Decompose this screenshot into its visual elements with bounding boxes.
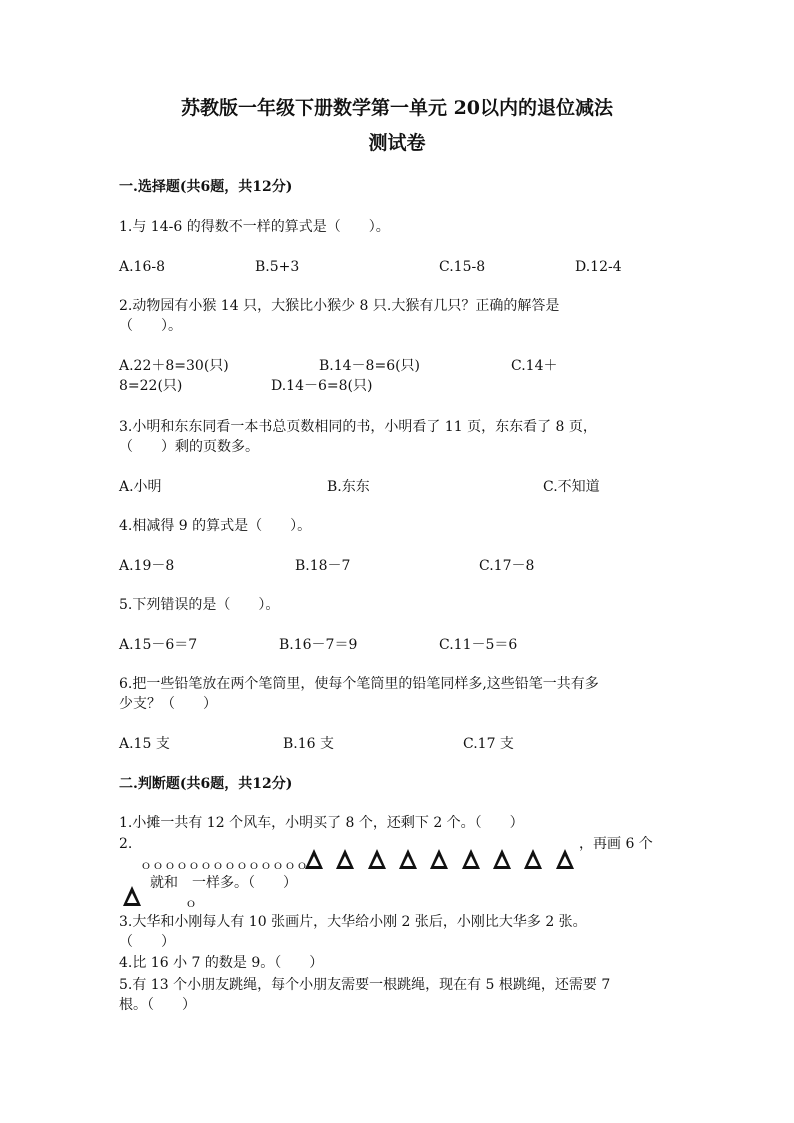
question-5-stem: 5.下列错误的是（ ）。	[119, 597, 280, 613]
q6-option-c: C.17 支	[463, 736, 514, 752]
question-6-stem: 6.把一些铅笔放在两个笔筒里，使每个笔筒里的铅笔同样多,这些铅笔一共有多	[119, 676, 599, 692]
q5-option-b: B.16－7＝9	[279, 637, 358, 653]
q2-option-a: A.22＋8=30(只)	[119, 358, 229, 374]
q1-option-d: D.12-4	[575, 259, 622, 275]
question-4-stem: 4.相减得 9 的算式是（ ）。	[119, 518, 312, 534]
q3-option-b: B.东东	[327, 479, 370, 495]
question-2-stem-cont: （ ）。	[119, 318, 182, 334]
judgment-4: 4.比 16 小 7 的数是 9。（ ）	[119, 955, 324, 971]
judgment-3: 3.大华和小刚每人有 10 张画片，大华给小刚 2 张后，小刚比大华多 2 张。	[119, 914, 587, 930]
section-heading-choice: 一.选择题(共6题，共12分)	[119, 179, 293, 195]
triangle-icon	[336, 849, 354, 869]
question-6-stem-cont: 少支？（ ）	[119, 696, 217, 712]
judgment-2-tail: ，再画 6 个	[579, 836, 653, 852]
page-title-line2: 测试卷	[368, 132, 426, 154]
q1-option-b: B.5+3	[255, 259, 300, 275]
q3-option-c: C.不知道	[543, 479, 600, 495]
q1-option-c: C.15-8	[439, 259, 486, 275]
q5-option-a: A.15－6＝7	[119, 637, 198, 653]
circle-icon: ｏ	[185, 896, 198, 910]
q4-option-b: B.18－7	[295, 558, 351, 574]
judgment-2-line2: 就和 一样多。（ ）	[150, 875, 297, 891]
q4-option-c: C.17－8	[479, 558, 535, 574]
triangle-icon	[123, 886, 141, 906]
judgment-5-cont: 根。（ ）	[119, 997, 196, 1013]
judgment-2-number: 2.	[119, 836, 133, 852]
page-title: 苏教版一年级下册数学第一单元 20以内的退位减法	[180, 97, 614, 119]
triangle-icon	[305, 849, 323, 869]
circle-row: ｏｏｏｏｏｏｏｏｏｏｏｏｏｏ	[140, 858, 309, 872]
q6-option-b: B.16 支	[283, 736, 335, 752]
q5-option-c: C.11－5＝6	[439, 637, 518, 653]
judgment-1: 1.小摊一共有 12 个风车，小明买了 8 个，还剩下 2 个。（ ）	[119, 815, 524, 831]
triangle-icon	[493, 849, 511, 869]
section-heading-judgment: 二.判断题(共6题，共12分)	[119, 776, 293, 792]
triangle-icon	[368, 849, 386, 869]
triangle-icon	[462, 849, 480, 869]
q6-option-a: A.15 支	[119, 736, 170, 752]
judgment-5: 5.有 13 个小朋友跳绳，每个小朋友需要一根跳绳，现在有 5 根跳绳，还需要 7	[119, 977, 611, 993]
question-3-stem: 3.小明和东东同看一本书总页数相同的书，小明看了 11 页，东东看了 8 页，	[119, 419, 597, 435]
question-3-stem-cont: （ ）剩的页数多。	[119, 439, 259, 455]
q2-option-c-cont: 8=22(只)	[119, 378, 183, 394]
question-2-stem: 2.动物园有小猴 14 只，大猴比小猴少 8 只.大猴有几只？正确的解答是	[119, 298, 560, 314]
q2-option-c: C.14＋	[511, 358, 558, 374]
triangle-icon	[524, 849, 542, 869]
triangle-icon	[556, 849, 574, 869]
q2-option-b: B.14－8=6(只)	[319, 358, 421, 374]
triangle-icon	[399, 849, 417, 869]
judgment-3-cont: （ ）	[119, 934, 175, 950]
q2-option-d: D.14－6=8(只)	[271, 378, 373, 394]
q3-option-a: A.小明	[119, 479, 162, 495]
q4-option-a: A.19－8	[119, 558, 175, 574]
question-1-stem: 1.与 14-6 的得数不一样的算式是（ ）。	[119, 219, 390, 235]
q1-option-a: A.16-8	[119, 259, 166, 275]
triangle-icon	[430, 849, 448, 869]
